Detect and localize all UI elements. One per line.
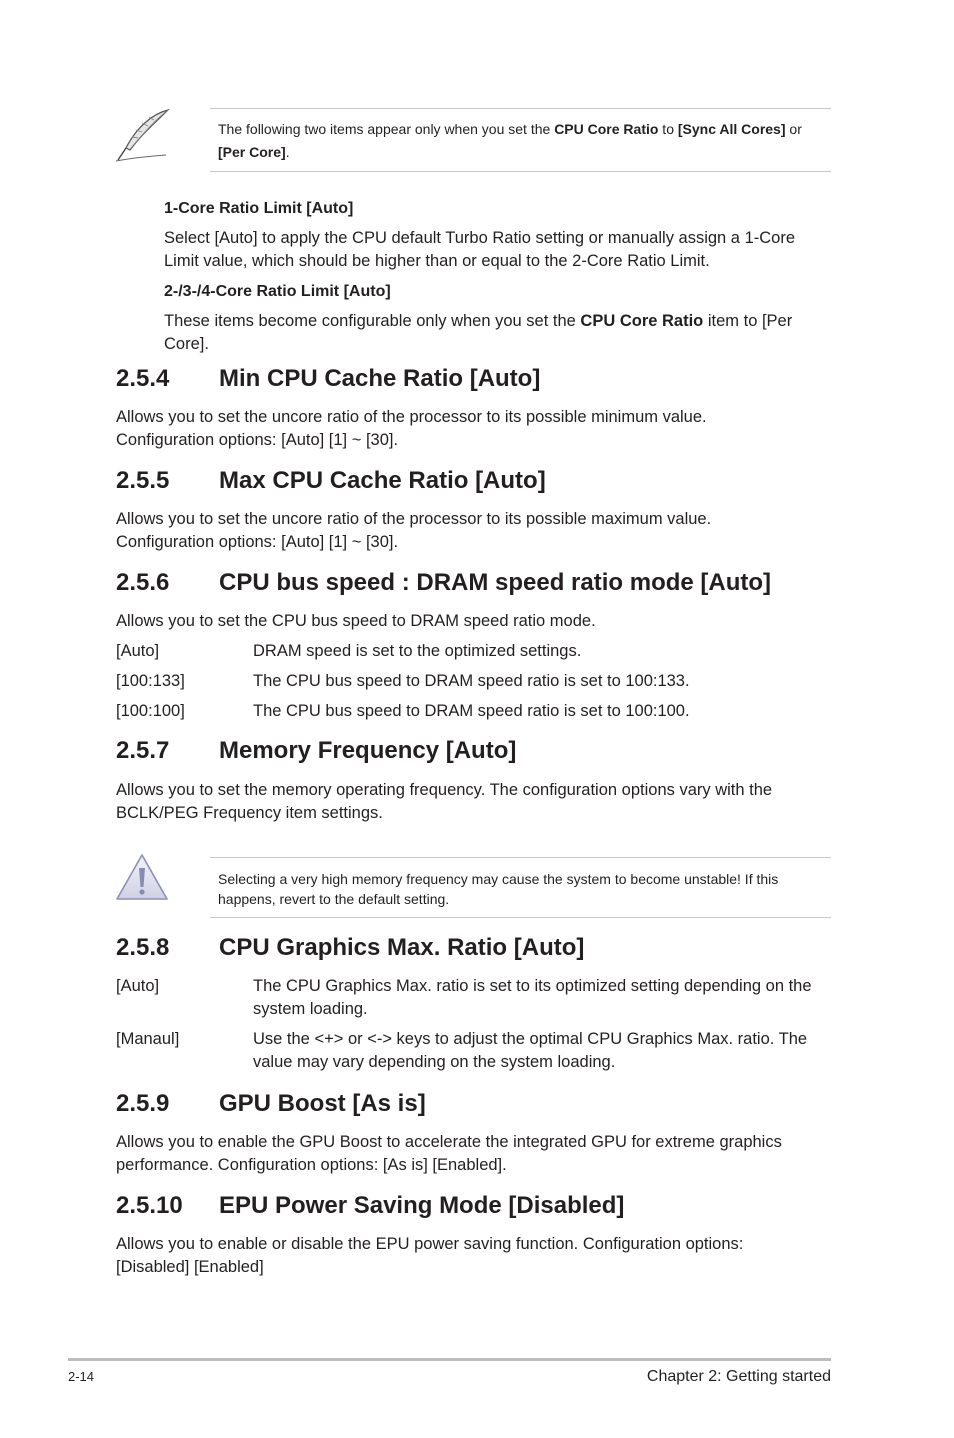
- core234-heading: 2-/3-/4-Core Ratio Limit [Auto]: [164, 283, 391, 300]
- core234-text: These items become configurable only when you set the CPU Core Ratio item to [Per Core].: [164, 312, 793, 353]
- feather-pen-icon: [112, 108, 172, 164]
- warning-top-rule: [210, 857, 831, 858]
- warning-triangle-icon: [114, 852, 170, 902]
- core1-heading: 1-Core Ratio Limit [Auto]: [164, 200, 354, 217]
- section-2-5-9-text: Allows you to enable the GPU Boost to accelerate the integrated GPU for extreme graphics performance. Configuration options: [As is] [Enabled].: [116, 1133, 782, 1174]
- warning-bottom-rule: [210, 917, 831, 918]
- warning-text: Selecting a very high memory frequency may cause the system to become unstable! If this happens, revert to the default setting.: [218, 871, 779, 907]
- note-top-rule: [210, 108, 831, 109]
- option-row: [100:100] The CPU bus speed to DRAM speed ratio is set to 100:100.: [116, 702, 690, 720]
- section-2-5-10-text: Allows you to enable or disable the EPU power saving function. Configuration options: [Disabled] [Enabled]: [116, 1235, 744, 1276]
- section-2-5-7-text: Allows you to set the memory operating frequency. The configuration options vary with the BCLK/PEG Frequency item settings.: [116, 781, 773, 822]
- option-row: [Auto] The CPU Graphics Max. ratio is set to its optimized setting depending on the system loading.: [116, 977, 812, 1018]
- section-2-5-5-heading: 2.5.5 Max CPU Cache Ratio [Auto]: [116, 467, 546, 494]
- section-2-5-9-heading: 2.5.9 GPU Boost [As is]: [116, 1090, 426, 1117]
- section-2-5-7-heading: 2.5.7 Memory Frequency [Auto]: [116, 737, 517, 764]
- chapter-title: Chapter 2: Getting started: [646, 1368, 831, 1385]
- note-text: The following two items appear only when you set the CPU Core Ratio to [Sync All Cores] or [Per Core].: [218, 121, 802, 160]
- page-number: 2-14: [68, 1369, 95, 1384]
- section-2-5-10-heading: 2.5.10 EPU Power Saving Mode [Disabled]: [116, 1192, 625, 1219]
- section-2-5-5-text: Allows you to set the uncore ratio of the processor to its possible maximum value. Configuration options: [Auto] [1] ~ [30].: [116, 510, 712, 551]
- option-row: [Manaul] Use the <+> or <-> keys to adjust the optimal CPU Graphics Max. ratio. The value may vary depending on the system loading.: [116, 1030, 808, 1071]
- section-2-5-4-text: Allows you to set the uncore ratio of the processor to its possible minimum value. Configuration options: [Auto] [1] ~ [30].: [116, 408, 707, 449]
- section-2-5-6-heading: 2.5.6 CPU bus speed : DRAM speed ratio mode [Auto]: [116, 569, 772, 596]
- footer-rule: [68, 1358, 831, 1361]
- option-row: [100:133] The CPU bus speed to DRAM speed ratio is set to 100:133.: [116, 672, 690, 690]
- section-2-5-6-text: Allows you to set the CPU bus speed to DRAM speed ratio mode.: [116, 612, 596, 630]
- section-2-5-4-heading: 2.5.4 Min CPU Cache Ratio [Auto]: [116, 365, 541, 392]
- note-bottom-rule: [210, 171, 831, 172]
- option-row: [Auto] DRAM speed is set to the optimized settings.: [116, 642, 582, 660]
- core1-text: Select [Auto] to apply the CPU default Turbo Ratio setting or manually assign a 1-Core Limit value, which should be higher than or equal to the 2-Core Ratio Limit.: [164, 229, 796, 270]
- section-2-5-8-heading: 2.5.8 CPU Graphics Max. Ratio [Auto]: [116, 934, 585, 961]
